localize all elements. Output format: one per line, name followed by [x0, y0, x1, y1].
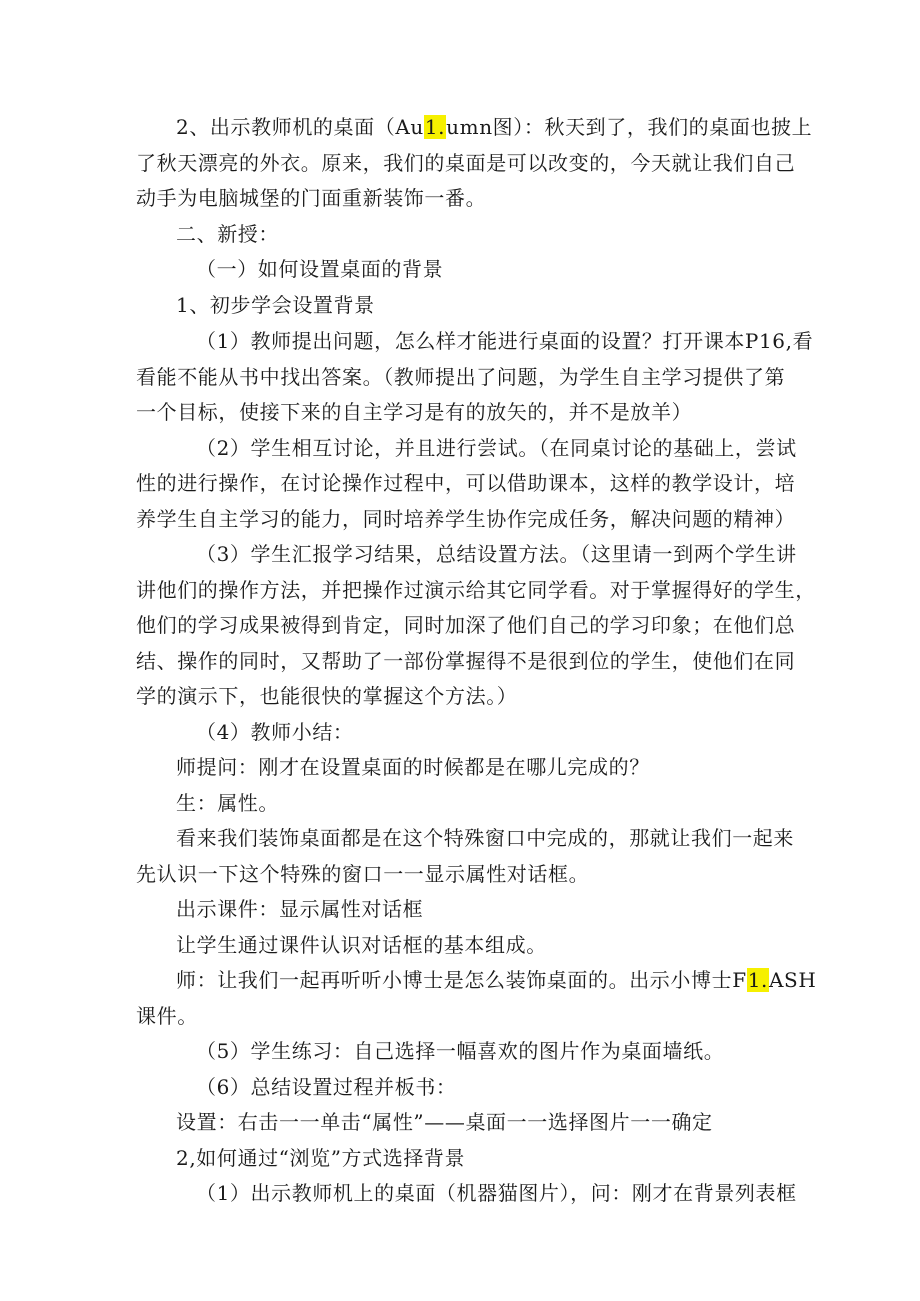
subsection-heading: 1、初步学会设置背景 — [176, 293, 375, 317]
text-line: 生：属性。 — [176, 791, 279, 815]
text-line: （6）总结设置过程并板书： — [196, 1075, 457, 1099]
text-line: （1）出示教师机上的桌面（机器猫图片），问：刚才在背景列表框 — [196, 1181, 797, 1205]
text-line: 设置：右击一一单击“属性”——桌面一一选择图片一一确定 — [176, 1110, 713, 1134]
text-line: 一个目标，使接下来的自主学习是有的放矢的，并不是放羊） — [136, 400, 693, 424]
text-line: 他们的学习成果被得到肯定，同时加深了他们自己的学习印象；在他们总 — [136, 613, 796, 637]
text-line: （4）教师小结： — [196, 720, 354, 744]
text-line: （5）学生练习：自己选择一幅喜欢的图片作为桌面墙纸。 — [196, 1039, 725, 1063]
line-text-tail: umn图）：秋天到了，我们的桌面也披上 — [446, 115, 813, 139]
subsection-heading: 2,如何通过“浏览”方式选择背景 — [176, 1146, 466, 1170]
text-line: 看能不能从书中找出答案。（教师提出了问题，为学生自主学习提供了第 — [136, 365, 786, 389]
text-line: （3）学生汇报学习结果，总结设置方法。（这里请一到两个学生讲 — [196, 542, 797, 566]
text-line: 学的演示下，也能很快的掌握这个方法。） — [136, 684, 518, 708]
subsection-heading: （一）如何设置桌面的背景 — [196, 257, 444, 281]
text-line — [176, 114, 812, 140]
text-line: 动手为电脑城堡的门面重新装饰一番。 — [136, 186, 487, 210]
text-line: 让学生通过课件认识对话框的基本组成。 — [176, 933, 547, 957]
text-line: 先认识一下这个特殊的窗口一一显示属性对话框。 — [136, 862, 590, 886]
text-line — [176, 967, 816, 993]
text-line: 师提问：刚才在设置桌面的时候都是在哪儿完成的？ — [176, 755, 650, 779]
text-line: （1）教师提出问题，怎么样才能进行桌面的设置？打开课本P16,看 — [196, 329, 814, 353]
line-text: 2、出示教师机的桌面（Au — [176, 115, 424, 139]
text-line: 课件。 — [136, 1004, 198, 1028]
text-line: 结、操作的同时，又帮助了一部份掌握得不是很到位的学生，使他们在同 — [136, 649, 796, 673]
text-line: （2）学生相互讨论，并且进行尝试。（在同桌讨论的基础上，尝试 — [196, 436, 797, 460]
text-line: 出示课件：显示属性对话框 — [176, 897, 424, 921]
highlighted-text: 1. — [424, 115, 446, 139]
text-line: 看来我们装饰桌面都是在这个特殊窗口中完成的，那就让我们一起来 — [176, 826, 794, 850]
text-line: 了秋天漂亮的外衣。原来，我们的桌面是可以改变的，今天就让我们自己 — [136, 151, 796, 175]
line-text: 师：让我们一起再听听小博士是怎么装饰桌面的。出示小博士F — [176, 968, 747, 992]
text-line: 性的进行操作，在讨论操作过程中，可以借助课本，这样的教学设计，培 — [136, 471, 796, 495]
highlighted-text: 1. — [747, 968, 768, 992]
text-line: 养学生自主学习的能力，同时培养学生协作完成任务，解决问题的精神） — [136, 507, 796, 531]
text-line: 讲他们的操作方法，并把操作过演示给其它同学看。对于掌握得好的学生， — [136, 578, 816, 602]
section-heading: 二、新授： — [176, 222, 279, 246]
line-text-tail: ASH — [768, 968, 817, 992]
